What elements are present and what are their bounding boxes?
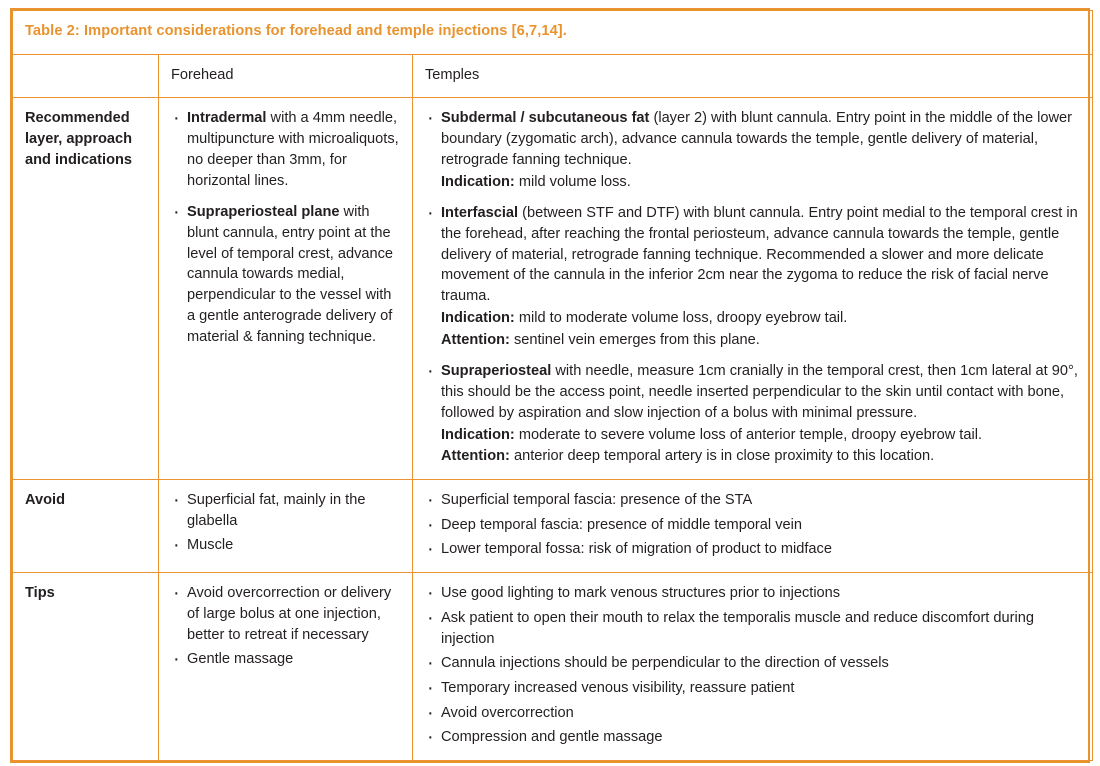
list-item-note (441, 308, 1080, 329)
row-label-tips: Tips (13, 573, 159, 761)
list-item-text: Avoid overcorrection (441, 704, 574, 721)
note-text: moderate to severe volume loss of anterior temple, droopy eyebrow tail. (514, 426, 983, 443)
cell-tips-forehead (159, 573, 413, 761)
bullet-list (171, 108, 400, 347)
list-item-lead: Interfascial (441, 205, 519, 222)
list-item (171, 649, 400, 670)
list-item-lead: Intradermal (187, 110, 267, 127)
list-item-text: (between STF and DTF) with blunt cannula. Entry point medial to the temporal crest in the forehead, after reaching the frontal periosteum, advance cannula towards the temple, gentle delivery of material, retrograde fanning technique. Recommended a slower and more delicate movement of the cannula in the inferior 2cm near the zygoma to reduce the risk of facial nerve trauma. (441, 205, 1078, 305)
list-item (425, 608, 1080, 649)
list-item-text: with blunt cannula, entry point at the level of temporal crest, advance cannula towards medial, perpendicular to the vessel with a gentle anterograde delivery of material & fanning technique. (187, 204, 394, 345)
cell-recommended-temples (413, 98, 1093, 480)
list-item-text: with a 4mm needle, multipuncture with microaliquots, no deeper than 3mm, for horizontal lines. (187, 110, 399, 189)
list-item (425, 490, 1080, 511)
list-item-text: Ask patient to open their mouth to relax the temporalis muscle and reduce discomfort during injection (441, 609, 1034, 647)
cell-avoid-forehead (159, 479, 413, 572)
list-item-text: with needle, measure 1cm cranially in the temporal crest, then 1cm lateral at 90°, this should be the access point, needle inserted perpendicular to the skin until contact with bone, followed by aspiration and slow injection of a bolus with minimal pressure. (441, 363, 1078, 421)
list-item-text: Use good lighting to mark venous structures prior to injections (441, 585, 841, 602)
list-item-text: Superficial temporal fascia: presence of the STA (441, 491, 753, 508)
note-lead: Indication: (441, 426, 515, 443)
considerations-table (12, 10, 1093, 761)
cell-avoid-temples (413, 479, 1093, 572)
list-item-text: (layer 2) with blunt cannula. Entry point in the middle of the lower boundary (zygomatic arch), advance cannula towards the temple, gentle delivery of material, retrograde fanning technique. (441, 110, 1073, 168)
list-item-lead: Subdermal / subcutaneous fat (441, 110, 650, 127)
list-item (425, 583, 1080, 604)
bullet-list (171, 490, 400, 556)
header-forehead: Forehead (159, 54, 413, 98)
list-item-lead: Supraperiosteal (441, 363, 552, 380)
table-row (13, 479, 1093, 572)
list-item-note (441, 446, 1080, 467)
table-caption-row (13, 11, 1093, 55)
list-item (425, 361, 1080, 467)
list-item-text: Avoid overcorrection or delivery of large bolus at one injection, better to retreat if necessary (187, 585, 392, 643)
bullet-list (171, 583, 400, 670)
list-item (425, 203, 1080, 350)
list-item (425, 703, 1080, 724)
table-row (13, 573, 1093, 761)
row-label-avoid: Avoid (13, 479, 159, 572)
list-item-text: Deep temporal fascia: presence of middle temporal vein (441, 516, 802, 533)
list-item (425, 678, 1080, 699)
list-item (171, 108, 400, 191)
note-text: anterior deep temporal artery is in close proximity to this location. (509, 448, 935, 465)
list-item (171, 535, 400, 556)
note-lead: Indication: (441, 309, 515, 326)
list-item (425, 539, 1080, 560)
row-label-recommended: Recommended layer, approach and indications (13, 98, 159, 480)
note-lead: Attention: (441, 331, 510, 348)
note-lead: Attention: (441, 448, 510, 465)
list-item (171, 583, 400, 645)
table-header-row (13, 54, 1093, 98)
note-lead: Indication: (441, 173, 515, 190)
list-item-note (441, 172, 1080, 193)
note-text: sentinel vein emerges from this plane. (509, 331, 760, 348)
list-item (425, 727, 1080, 748)
header-temples: Temples (413, 54, 1093, 98)
list-item-text: Lower temporal fossa: risk of migration of product to midface (441, 541, 832, 558)
header-blank (13, 54, 159, 98)
table-container (10, 8, 1090, 763)
list-item-text: Compression and gentle massage (441, 729, 663, 746)
list-item-note (441, 425, 1080, 446)
list-item-text: Temporary increased venous visibility, reassure patient (441, 679, 795, 696)
bullet-list (425, 108, 1080, 467)
list-item-text: Superficial fat, mainly in the glabella (187, 491, 366, 529)
bullet-list (425, 490, 1080, 560)
note-text: mild volume loss. (514, 173, 631, 190)
list-item (425, 653, 1080, 674)
list-item-text: Muscle (187, 537, 234, 554)
list-item-text: Gentle massage (187, 651, 294, 668)
table-row (13, 98, 1093, 480)
note-text: mild to moderate volume loss, droopy eyebrow tail. (514, 309, 848, 326)
list-item (425, 108, 1080, 192)
list-item-text: Cannula injections should be perpendicular to the direction of vessels (441, 655, 889, 672)
cell-recommended-forehead (159, 98, 413, 480)
table-caption: Table 2: Important considerations for forehead and temple injections [6,7,14]. (13, 11, 1093, 55)
list-item (171, 490, 400, 531)
list-item (425, 515, 1080, 536)
cell-tips-temples (413, 573, 1093, 761)
list-item (171, 202, 400, 347)
list-item-lead: Supraperiosteal plane (187, 204, 340, 221)
bullet-list (425, 583, 1080, 748)
list-item-note (441, 330, 1080, 351)
